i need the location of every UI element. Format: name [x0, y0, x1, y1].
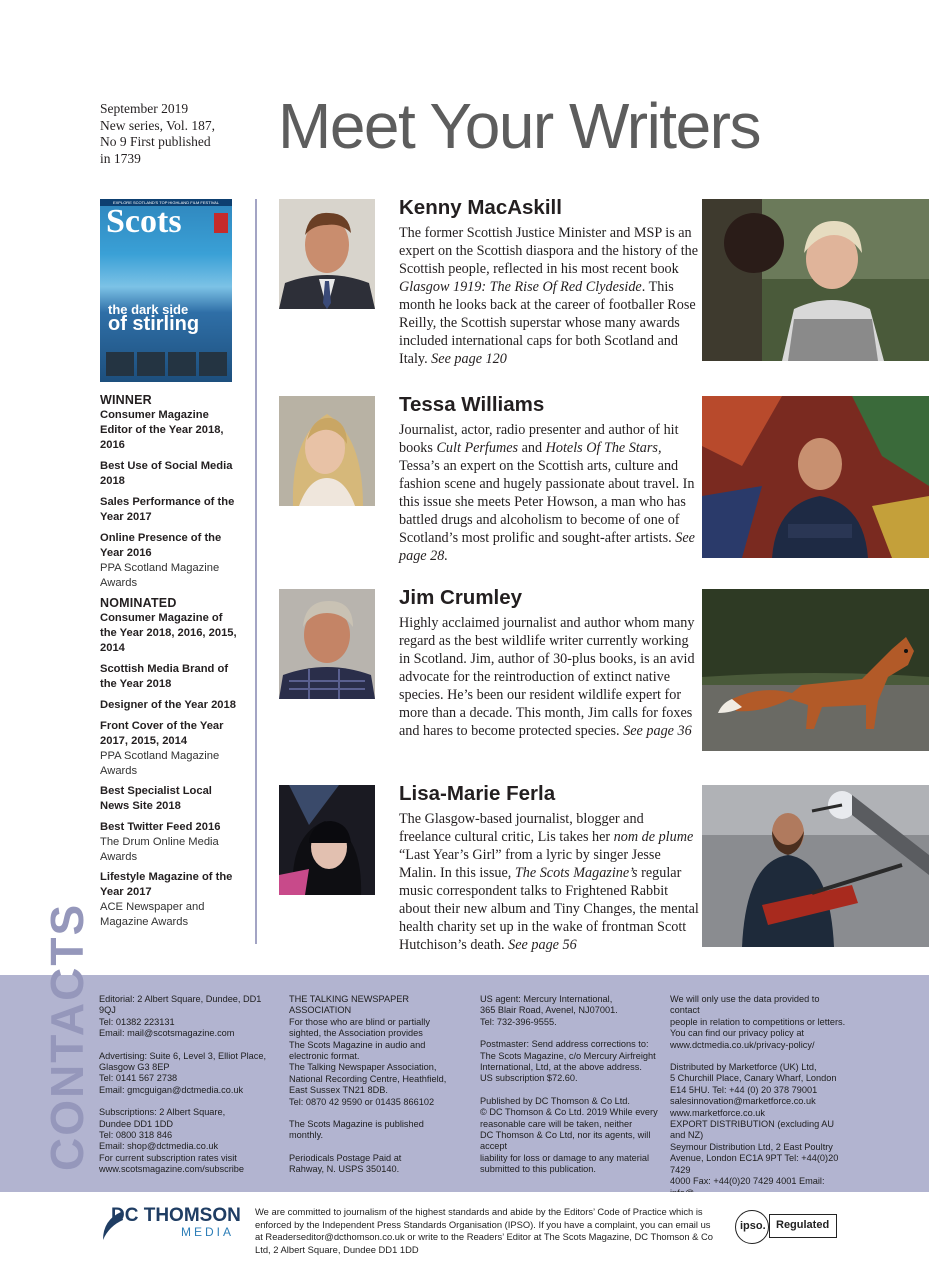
cover-thumb: [168, 352, 196, 376]
jim-crumley-headshot: [279, 589, 375, 699]
award-item: [100, 719, 240, 778]
contact-block: [289, 1153, 467, 1176]
privacy-link[interactable]: www.dctmedia.co.uk/privacy-policy/: [670, 1039, 815, 1050]
bio-magazine-title: The Scots Magazine’s: [514, 865, 638, 881]
contact-line: The Talking Newspaper Association,: [289, 1062, 437, 1073]
footer: [0, 1192, 929, 1280]
contact-line: We will only use the data provided to contact: [670, 994, 820, 1016]
contact-line: Seymour Distribution Ltd, 2 East Poultry: [670, 1141, 833, 1152]
issue-line: New series, Vol. 187,: [100, 117, 215, 133]
contact-block: [480, 1039, 658, 1085]
contact-line: Published by DC Thomson & Co Ltd.: [480, 1095, 630, 1106]
award-item: [100, 531, 240, 590]
writer-name: Tessa Williams: [399, 393, 545, 416]
contact-line: Distributed by Marketforce (UK) Ltd,: [670, 1062, 817, 1073]
issue-line: No 9 First published: [100, 134, 211, 149]
bio-text: Journalist, actor, radio presenter and author of hit books: [399, 422, 679, 456]
contact-block: [289, 994, 467, 1108]
contact-line: people in relation to competitions or letters.: [670, 1016, 846, 1027]
contact-line: Tel: 01382 223131: [99, 1016, 175, 1027]
lisa-marie-ferla-headshot: [279, 785, 375, 895]
bio-text: The Glasgow-based journalist, blogger and freelance cultural critic, Lis takes her: [399, 811, 644, 845]
award-item: [100, 459, 240, 489]
contacts-column-2: [289, 994, 467, 1187]
contact-line: Periodicals Postage Paid at: [289, 1152, 402, 1163]
ipso-mark: ipso.: [740, 1220, 766, 1232]
rose-reilly-photo: [702, 199, 929, 361]
award-title: Best Twitter Feed 2016: [100, 821, 221, 833]
award-title: Sales Performance of the Year 2017: [100, 496, 235, 523]
award-source: PPA Scotland Magazine Awards: [100, 750, 220, 777]
award-source: PPA Scotland Magazine Awards: [100, 562, 220, 589]
contact-line: The Scots Magazine is published: [289, 1119, 424, 1130]
bio-italic-phrase: nom de plume: [613, 829, 694, 845]
bio-text: and: [518, 440, 546, 456]
award-item: [100, 870, 240, 929]
contact-line: US subscription $72.60.: [480, 1073, 578, 1084]
contact-line: East Sussex TN21 8DB.: [289, 1085, 388, 1096]
fox-photo: [702, 589, 929, 751]
contact-line: 5 Churchill Place, Canary Wharf, London: [670, 1073, 837, 1084]
contact-line: sighted, the Association provides: [289, 1028, 423, 1039]
writer-bio: [399, 810, 699, 954]
cover-masthead: Scots: [106, 203, 182, 240]
contact-line: National Recording Centre, Heathfield,: [289, 1073, 447, 1084]
contact-line: US agent: Mercury International,: [480, 994, 613, 1004]
award-title: Online Presence of the Year 2016: [100, 532, 222, 559]
award-title: Best Use of Social Media 2018: [100, 460, 233, 487]
page-reference: See page 120: [431, 351, 507, 367]
award-title: Designer of the Year 2018: [100, 699, 236, 711]
kenny-macaskill-headshot: [279, 199, 375, 309]
contact-line: You can find our privacy policy at: [670, 1028, 804, 1039]
writer-name: Jim Crumley: [399, 586, 523, 609]
nominated-heading: NOMINATED: [100, 596, 177, 610]
award-title: Consumer Magazine Editor of the Year 2018, 2016: [100, 409, 224, 451]
award-item: [100, 820, 240, 864]
contact-block: [480, 1096, 658, 1176]
contact-line: Email: shop@dctmedia.co.uk: [99, 1141, 219, 1152]
contact-block: [99, 1107, 277, 1175]
award-item: [100, 408, 240, 453]
contacts-column-1: [99, 994, 277, 1187]
tessa-williams-headshot: [279, 396, 375, 506]
writer-bio: [399, 614, 699, 740]
issue-line: September 2019: [100, 101, 189, 116]
cover-headline: [108, 302, 200, 335]
contact-line: Glasgow G3 8EP: [99, 1062, 170, 1073]
bio-text: “Last Year’s Girl” from a lyric by singer Jesse Malin. In this issue,: [399, 847, 661, 881]
award-source: ACE Newspaper and Magazine Awards: [100, 901, 205, 928]
contact-line: electronic format.: [289, 1051, 360, 1062]
contact-line: Postmaster: Send address corrections to:: [480, 1039, 649, 1050]
award-item: [100, 662, 240, 692]
ipso-regulated-label: Regulated: [776, 1219, 830, 1231]
contacts-column-3: [480, 994, 658, 1187]
contact-line: Advertising: Suite 6, Level 3, Elliot Place,: [99, 1050, 266, 1061]
page-reference: See page 56: [508, 937, 577, 953]
contact-line: submitted to this publication.: [480, 1164, 596, 1175]
contact-line: EXPORT DISTRIBUTION (excluding AU and NZ): [670, 1119, 835, 1141]
contact-line: Tel: 732-396-9555.: [480, 1016, 557, 1027]
column-divider: [255, 199, 257, 944]
bio-text: . This month he looks back at the career of footballer Rose Reilly, the Scottish superstar whose many awards included international caps for both Scotland and Italy.: [399, 279, 696, 367]
contact-line: © DC Thomson & Co Ltd. 2019 While every: [480, 1107, 658, 1118]
contact-line: For those who are blind or partially: [289, 1016, 430, 1027]
writer-bio: [399, 224, 699, 368]
contacts-heading: CONTACTS: [41, 902, 93, 1171]
contact-block: [99, 1051, 277, 1097]
contact-line: For current subscription rates visit: [99, 1152, 237, 1163]
contact-line: Email: gmcguigan@dctmedia.co.uk: [99, 1084, 244, 1095]
contact-line: liability for loss or damage to any material: [480, 1152, 650, 1163]
dc-thomson-media-logo: [101, 1206, 241, 1242]
contact-line: 4000 Fax: +44(0)20 7429 4001 Email:: [670, 1176, 825, 1187]
bio-text: The former Scottish Justice Minister and MSP is an expert on the Scottish diaspora and the history of the Scottish people, reflected in his most recent book: [399, 225, 699, 277]
award-item: [100, 698, 240, 713]
contact-line: 365 Blair Road, Avenel, NJ07001.: [480, 1005, 618, 1016]
page-reference: See page 28.: [399, 530, 695, 564]
contact-line: Editorial: 2 Albert Square, Dundee, DD1 9QJ: [99, 994, 262, 1016]
cover-headline-line: the dark side: [108, 302, 189, 317]
peter-howson-photo: [702, 396, 929, 558]
bio-book-title: Hotels Of The Stars,: [545, 440, 662, 456]
contact-line: www.marketforce.co.uk: [670, 1107, 765, 1118]
contact-line: THE TALKING NEWSPAPER ASSOCIATION: [289, 994, 409, 1016]
cover-badge: [214, 213, 228, 233]
contact-block: [289, 1119, 467, 1142]
contact-line: Tel: 0141 567 2738: [99, 1073, 178, 1084]
cover-thumb: [106, 352, 134, 376]
cover-thumbnails: [106, 352, 230, 381]
bio-book-title: Cult Perfumes: [436, 440, 519, 456]
ipso-regulated-badge: [735, 1210, 839, 1244]
issue-info: [100, 101, 240, 167]
winner-heading: WINNER: [100, 393, 152, 407]
award-title: Best Specialist Local News Site 2018: [100, 785, 212, 812]
contact-line: www.scotsmagazine.com/subscribe: [99, 1164, 245, 1175]
ipso-statement: We are committed to journalism of the highest standards and abide by the Editors’ Code of Practice which is enforced by the Independent Press Standards Organisation (IPSO). If you have a complaint, you can email us at Readerseditor@dcthomson.co.uk or write to the Readers’ Editor at The Scots Magazine, DC Thomson & Co Ltd, 2 Albert Square, Dundee DD1 1DD: [255, 1206, 713, 1255]
awards-list: [100, 393, 240, 935]
writer-name: Lisa-Marie Ferla: [399, 782, 556, 805]
bio-text: regular music correspondent talks to Frightened Rabbit about their new album and Tiny Changes, the mental health charity set up in the wake of frontman Scott Hutchison’s death.: [399, 865, 699, 953]
cover-headline-line: of stirling: [108, 313, 200, 335]
award-title: Front Cover of the Year 2017, 2015, 2014: [100, 720, 224, 747]
magazine-cover-image: [100, 199, 232, 382]
bio-text: Highly acclaimed journalist and author whom many regard as the best wildlife writer currently working in Scotland. Jim, author of 30-plus books, is an avid advocate for the reintroduction of extinct native species. He’s been our resident wildlife expert for more than a decade. This month, Jim calls for foxes and hares to become protected species.: [399, 615, 695, 739]
award-title: Consumer Magazine of the Year 2018, 2016, 2015, 2014: [100, 612, 237, 654]
award-item: [100, 495, 240, 525]
cover-thumb: [199, 352, 227, 376]
cover-tagline: EXPLORE SCOTLAND'S TOP HIGHLAND FILM FESTIVAL: [100, 199, 232, 206]
contact-line: Dundee DD1 1DD: [99, 1118, 174, 1129]
contact-line: The Scots Magazine in audio and: [289, 1039, 426, 1050]
contact-line: Tel: 0870 42 9590 or 01435 866102: [289, 1096, 435, 1107]
contact-line: monthly.: [289, 1130, 324, 1141]
logo-main-text: DC THOMSON: [111, 1205, 241, 1226]
contact-block: [99, 994, 277, 1040]
page-title: Meet Your Writers: [278, 90, 760, 162]
contact-line: salesinnovation@marketforce.co.uk: [670, 1096, 816, 1107]
frightened-rabbit-photo: [702, 785, 929, 947]
contact-block: [670, 994, 848, 1051]
contact-line: DC Thomson & Co Ltd, nor its agents, will accept: [480, 1130, 651, 1152]
contact-line: Subscriptions: 2 Albert Square,: [99, 1107, 226, 1118]
writer-name: Kenny MacAskill: [399, 196, 562, 219]
contact-line: International, Ltd, at the above address.: [480, 1062, 642, 1073]
award-source: The Drum Online Media Awards: [100, 836, 219, 863]
award-title: Lifestyle Magazine of the Year 2017: [100, 871, 233, 898]
bio-text: Tessa’s an expert on the Scottish arts, culture and fashion scene and hugely passionate about travel. In this issue she meets Peter Howson, a man who has battled drugs and alcoholism to become of one of Scotland’s most prolific and sought-after artists.: [399, 458, 695, 546]
issue-line: in 1739: [100, 150, 141, 166]
award-item: [100, 611, 240, 656]
page-reference: See page 36: [623, 723, 692, 739]
contact-line: The Scots Magazine, c/o Mercury Airfreight: [480, 1050, 656, 1061]
contact-line: Rahway, N. USPS 350140.: [289, 1164, 400, 1175]
contact-block: [480, 994, 658, 1028]
award-item: [100, 784, 240, 814]
award-title: Scottish Media Brand of the Year 2018: [100, 663, 229, 690]
cover-thumb: [137, 352, 165, 376]
contact-line: Email: mail@scotsmagazine.com: [99, 1028, 235, 1039]
contact-line: Avenue, London EC1A 9PT Tel: +44(0)20 7429: [670, 1153, 839, 1175]
logo-sub-text: MEDIA: [181, 1225, 235, 1239]
bio-book-title: Glasgow 1919: The Rise Of Red Clydeside: [399, 279, 642, 295]
writer-bio: [399, 421, 699, 565]
contact-line: reasonable care will be taken, neither: [480, 1118, 633, 1129]
contact-line: Tel: 0800 318 846: [99, 1130, 173, 1141]
contact-line: E14 5HU. Tel: +44 (0) 20 378 79001: [670, 1084, 818, 1095]
